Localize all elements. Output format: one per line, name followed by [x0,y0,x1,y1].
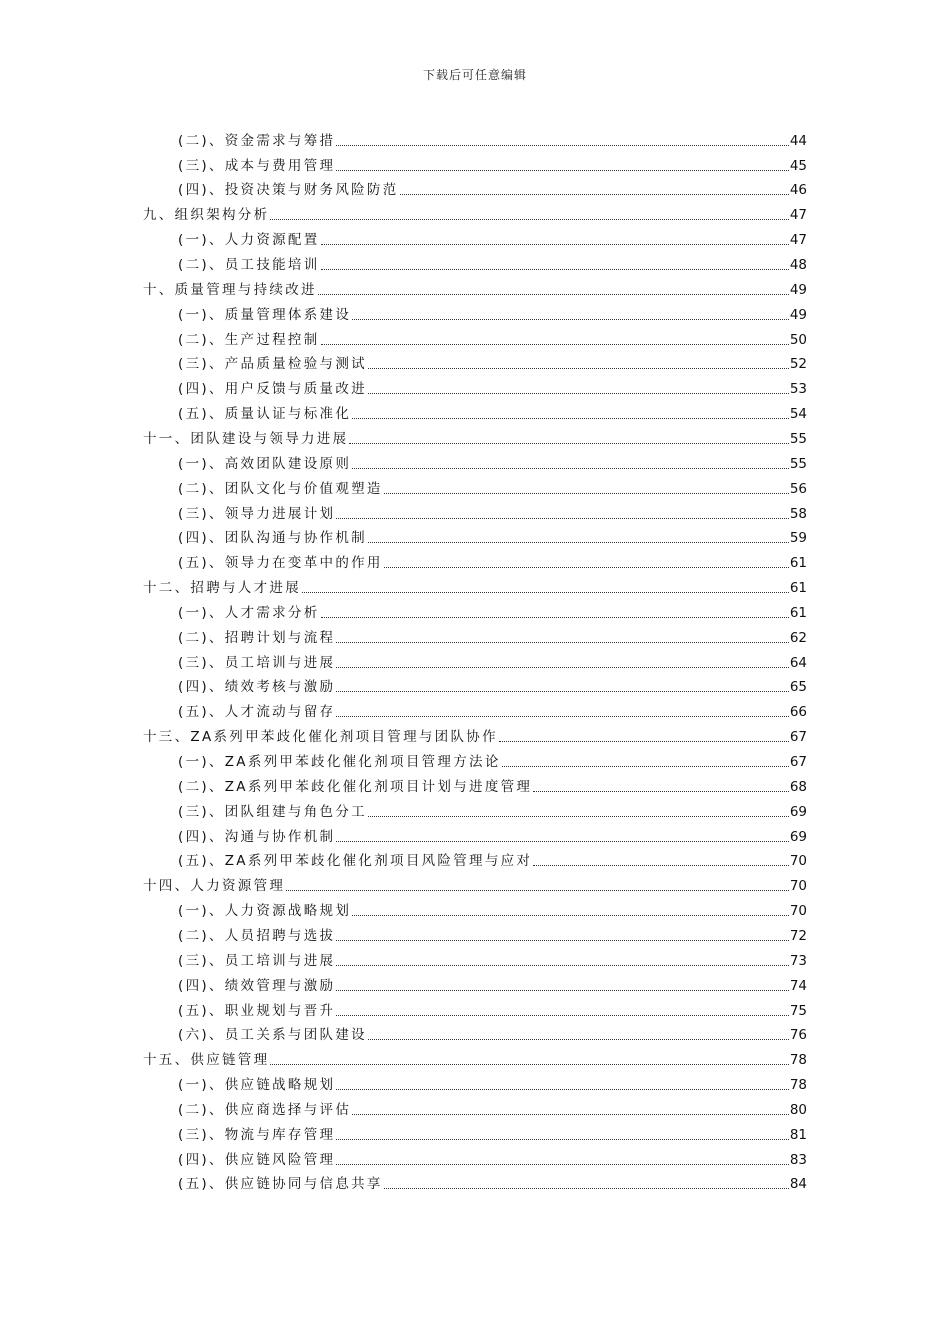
page-header: 下载后可任意编辑 [422,68,527,82]
dot-leader [336,1163,788,1165]
toc-entry-title: (一)、人力资源战略规划 [178,903,352,920]
dot-leader [533,790,789,792]
toc-entry[interactable] [178,745,807,770]
dot-leader [384,492,789,494]
toc-entry-page-number: 75 [789,1002,807,1019]
toc-entry-page-number: 74 [789,977,807,994]
toc-entry[interactable] [178,522,807,547]
toc-entry-title: (一)、高效团队建设原则 [178,455,352,472]
dot-leader [336,840,788,842]
toc-entry-page-number: 61 [789,580,807,597]
toc-entry-page-number: 59 [789,530,807,547]
toc-entry[interactable] [178,546,807,571]
toc-entry-page-number: 56 [789,480,807,497]
toc-entry-title: (四)、绩效管理与激励 [178,977,336,994]
toc-entry-title: (五)、领导力在变革中的作用 [178,555,383,572]
dot-leader [384,566,789,568]
toc-entry-page-number: 55 [789,455,807,472]
toc-entry[interactable] [178,497,807,522]
toc-entry-page-number: 49 [789,281,807,298]
toc-entry-page-number: 58 [789,505,807,522]
toc-entry[interactable] [178,646,807,671]
toc-entry-page-number: 68 [789,778,807,795]
dot-leader [352,467,789,469]
dot-leader [286,889,789,891]
toc-entry-page-number: 44 [789,132,807,149]
dot-leader [336,964,788,966]
toc-entry-page-number: 61 [789,604,807,621]
toc-entry-title: (二)、生产过程控制 [178,331,320,348]
toc-entry[interactable] [178,969,807,994]
dot-leader [352,914,789,916]
dot-leader [318,293,789,295]
toc-entry-page-number: 80 [789,1101,807,1118]
dot-leader [533,864,789,866]
toc-entry[interactable] [178,919,807,944]
toc-entry[interactable] [178,1168,807,1193]
toc-entry-page-number: 76 [789,1027,807,1044]
toc-entry-title: 十二、招聘与人才进展 [143,580,301,597]
dot-leader [321,616,789,618]
dot-leader [321,343,789,345]
dot-leader [400,193,789,195]
toc-entry[interactable] [178,1019,807,1044]
toc-entry[interactable] [178,944,807,969]
toc-entry-page-number: 45 [789,157,807,174]
toc-entry-page-number: 70 [789,853,807,870]
toc-entry[interactable] [178,124,807,149]
toc-entry-title: (二)、团队文化与价值观塑造 [178,480,383,497]
dot-leader [352,318,789,320]
toc-entry-title: (五)、质量认证与标准化 [178,406,352,423]
toc-entry[interactable] [178,174,807,199]
toc-entry[interactable] [178,621,807,646]
toc-entry-page-number: 54 [789,406,807,423]
toc-entry[interactable] [178,671,807,696]
dot-leader [336,1088,788,1090]
toc-entry-title: (五)、ZA系列甲苯歧化催化剂项目风险管理与应对 [178,853,533,870]
toc-entry-page-number: 46 [789,182,807,199]
toc-entry-page-number: 64 [789,654,807,671]
toc-entry[interactable] [178,696,807,721]
toc-entry[interactable] [143,720,807,745]
toc-entry-title: (二)、供应商选择与评估 [178,1101,352,1118]
toc-entry-title: (五)、职业规划与晋升 [178,1002,336,1019]
toc-entry[interactable] [143,422,807,447]
toc-entry[interactable] [143,870,807,895]
toc-entry-page-number: 67 [789,729,807,746]
toc-entry-title: (一)、供应链战略规划 [178,1077,336,1094]
toc-entry-title: (三)、产品质量检验与测试 [178,356,367,373]
dot-leader [336,169,788,171]
dot-leader [336,939,788,941]
toc-entry-page-number: 53 [789,381,807,398]
toc-entry[interactable] [178,447,807,472]
toc-entry-page-number: 66 [789,704,807,721]
dot-leader [352,417,789,419]
toc-entry-page-number: 67 [789,754,807,771]
toc-entry-title: 十一、团队建设与领导力进展 [143,430,349,447]
toc-entry-page-number: 50 [789,331,807,348]
toc-entry-title: 十、质量管理与持续改进 [143,281,317,298]
toc-entry-title: (四)、投资决策与财务风险防范 [178,182,399,199]
toc-entry[interactable] [178,845,807,870]
dot-leader [336,517,788,519]
dot-leader [336,1138,788,1140]
toc-entry[interactable] [178,298,807,323]
toc-entry-page-number: 78 [789,1052,807,1069]
toc-entry[interactable] [143,1043,807,1068]
toc-entry[interactable] [178,596,807,621]
toc-entry-title: (一)、质量管理体系建设 [178,306,352,323]
toc-entry-page-number: 48 [789,257,807,274]
dot-leader [368,815,789,817]
dot-leader [336,144,788,146]
toc-entry-page-number: 65 [789,679,807,696]
toc-entry-page-number: 61 [789,555,807,572]
toc-entry-page-number: 47 [789,232,807,249]
toc-entry-page-number: 47 [789,207,807,224]
toc-entry[interactable] [178,820,807,845]
toc-entry[interactable] [178,795,807,820]
dot-leader [321,268,789,270]
toc-entry[interactable] [178,1068,807,1093]
toc-entry-title: (三)、领导力进展计划 [178,505,336,522]
toc-entry-page-number: 69 [789,828,807,845]
dot-leader [368,392,789,394]
dot-leader [336,641,788,643]
toc-entry[interactable] [178,1143,807,1168]
toc-entry-title: (三)、成本与费用管理 [178,157,336,174]
toc-entry-title: (一)、人力资源配置 [178,232,320,249]
toc-entry-page-number: 72 [789,927,807,944]
toc-entry-page-number: 49 [789,306,807,323]
toc-entry-title: (三)、员工培训与进展 [178,654,336,671]
toc-entry[interactable] [178,223,807,248]
toc-entry-title: (四)、用户反馈与质量改进 [178,381,367,398]
toc-entry-page-number: 70 [789,878,807,895]
dot-leader [336,715,788,717]
dot-leader [502,765,789,767]
toc-entry-title: (三)、团队组建与角色分工 [178,803,367,820]
toc-entry-title: (二)、资金需求与筹措 [178,132,336,149]
toc-entry[interactable] [178,397,807,422]
toc-entry-page-number: 83 [789,1151,807,1168]
toc-entry-title: (一)、ZA系列甲苯歧化催化剂项目管理方法论 [178,754,501,771]
dot-leader [270,1063,788,1065]
toc-entry-title: (五)、供应链协同与信息共享 [178,1176,383,1193]
toc-entry-title: (一)、人才需求分析 [178,604,320,621]
toc-entry-title: (四)、绩效考核与激励 [178,679,336,696]
dot-leader [368,367,789,369]
toc-entry-page-number: 69 [789,803,807,820]
toc-entry[interactable] [178,770,807,795]
toc-entry-page-number: 52 [789,356,807,373]
toc-entry[interactable] [143,571,807,596]
dot-leader [336,690,788,692]
toc-entry[interactable] [178,248,807,273]
toc-entry-title: (五)、人才流动与留存 [178,704,336,721]
toc-entry[interactable] [178,994,807,1019]
toc-entry-page-number: 81 [789,1126,807,1143]
dot-leader [336,1014,788,1016]
toc-entry[interactable] [143,273,807,298]
toc-entry-title: (二)、人员招聘与选拔 [178,927,336,944]
toc-entry-title: 十三、ZA系列甲苯歧化催化剂项目管理与团队协作 [143,729,498,746]
toc-entry-title: 十五、供应链管理 [143,1052,270,1069]
toc-entry-title: (二)、ZA系列甲苯歧化催化剂项目计划与进度管理 [178,778,533,795]
toc-entry[interactable] [178,894,807,919]
toc-entry[interactable] [143,199,807,224]
dot-leader [384,1187,789,1189]
toc-entry-title: (二)、招聘计划与流程 [178,629,336,646]
toc-entry-title: (四)、供应链风险管理 [178,1151,336,1168]
dot-leader [368,1038,789,1040]
toc-entry-title: (三)、员工培训与进展 [178,952,336,969]
toc-entry-title: 九、组织架构分析 [143,207,270,224]
toc-entry-page-number: 84 [789,1176,807,1193]
toc-entry-title: (三)、物流与库存管理 [178,1126,336,1143]
toc-entry-page-number: 62 [789,629,807,646]
toc-entry-title: 十四、人力资源管理 [143,878,286,895]
dot-leader [349,442,788,444]
toc-entry[interactable] [178,1118,807,1143]
toc-entry-title: (四)、沟通与协作机制 [178,828,336,845]
dot-leader [499,740,789,742]
toc-entry[interactable] [178,1093,807,1118]
toc-entry[interactable] [178,373,807,398]
toc-entry-page-number: 70 [789,903,807,920]
dot-leader [321,243,789,245]
toc-entry[interactable] [178,323,807,348]
dot-leader [368,541,789,543]
toc-entry[interactable] [178,149,807,174]
dot-leader [302,591,789,593]
dot-leader [270,218,788,220]
toc-entry[interactable] [178,472,807,497]
dot-leader [352,1113,789,1115]
toc-entry-page-number: 55 [789,430,807,447]
toc-entry-page-number: 73 [789,952,807,969]
toc-entry-title: (二)、员工技能培训 [178,257,320,274]
toc-entry[interactable] [178,348,807,373]
dot-leader [336,666,788,668]
dot-leader [336,989,788,991]
toc-entry-title: (六)、员工关系与团队建设 [178,1027,367,1044]
toc-entry-title: (四)、团队沟通与协作机制 [178,530,367,547]
toc-entry-page-number: 78 [789,1077,807,1094]
